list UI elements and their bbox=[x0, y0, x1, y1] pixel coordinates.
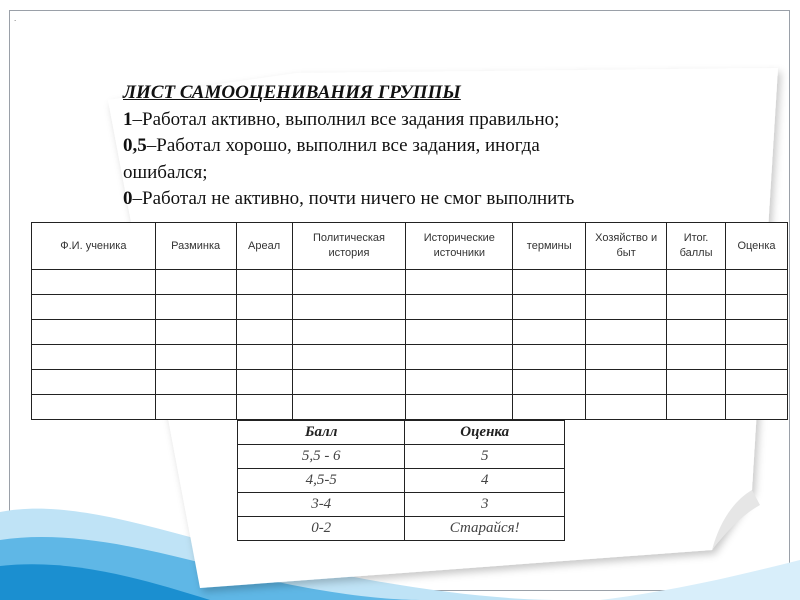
criterion-2-continued bbox=[123, 160, 683, 187]
grade-cell: 4 bbox=[405, 469, 565, 493]
empty-cell bbox=[406, 320, 513, 345]
empty-cell bbox=[406, 370, 513, 395]
empty-cell bbox=[292, 395, 406, 420]
empty-cell bbox=[32, 320, 156, 345]
empty-cell bbox=[236, 270, 292, 295]
empty-cell bbox=[667, 395, 726, 420]
points-cell: 4,5-5 bbox=[238, 469, 405, 493]
criterion-text: –Работал активно, выполнил все задания правильно; bbox=[132, 108, 560, 130]
empty-cell bbox=[236, 395, 292, 420]
table-row bbox=[32, 270, 788, 295]
empty-cell bbox=[32, 270, 156, 295]
grade-scale-header-row bbox=[238, 421, 565, 445]
table-row bbox=[238, 445, 565, 469]
points-cell: 5,5 - 6 bbox=[238, 445, 405, 469]
empty-cell bbox=[513, 370, 586, 395]
empty-cell bbox=[32, 295, 156, 320]
empty-cell bbox=[586, 345, 667, 370]
empty-cell bbox=[155, 320, 236, 345]
col-header-political-history: Политическая история bbox=[292, 223, 406, 270]
empty-cell bbox=[155, 270, 236, 295]
empty-cell bbox=[32, 345, 156, 370]
empty-cell bbox=[32, 370, 156, 395]
col-header-student-name: Ф.И. ученика bbox=[32, 223, 156, 270]
criterion-score: 0 bbox=[123, 188, 133, 209]
empty-cell bbox=[155, 345, 236, 370]
empty-cell bbox=[236, 295, 292, 320]
table-row bbox=[238, 493, 565, 517]
empty-cell bbox=[292, 295, 406, 320]
table-row bbox=[238, 469, 565, 493]
empty-cell bbox=[155, 395, 236, 420]
empty-cell bbox=[513, 270, 586, 295]
empty-cell bbox=[236, 370, 292, 395]
empty-cell bbox=[406, 270, 513, 295]
empty-cell bbox=[667, 270, 726, 295]
criterion-text: ошибался; bbox=[123, 161, 208, 183]
empty-cell bbox=[292, 320, 406, 345]
grade-cell: Старайся! bbox=[405, 517, 565, 541]
corner-mark: . bbox=[14, 14, 17, 23]
col-header-terms: термины bbox=[513, 223, 586, 270]
criterion-score: 1 bbox=[123, 108, 133, 130]
empty-cell bbox=[726, 270, 788, 295]
self-assessment-table bbox=[31, 222, 788, 420]
empty-cell bbox=[513, 345, 586, 370]
col-header-grade: Оценка bbox=[405, 421, 565, 445]
sheet-title: ЛИСТ САМООЦЕНИВАНИЯ ГРУППЫ bbox=[123, 82, 461, 103]
empty-cell bbox=[155, 370, 236, 395]
empty-cell bbox=[726, 345, 788, 370]
table-header-row bbox=[32, 223, 788, 270]
empty-cell bbox=[292, 270, 406, 295]
grade-scale-table bbox=[237, 420, 565, 541]
empty-cell bbox=[726, 295, 788, 320]
grade-cell: 5 bbox=[405, 445, 565, 469]
empty-cell bbox=[236, 320, 292, 345]
empty-cell bbox=[667, 320, 726, 345]
grade-cell: 3 bbox=[405, 493, 565, 517]
col-header-economy-life: Хозяйство и быт bbox=[586, 223, 667, 270]
criterion-text: –Работал не активно, почти ничего не смог выполнить bbox=[132, 188, 575, 209]
criterion-2 bbox=[123, 133, 683, 160]
empty-cell bbox=[406, 395, 513, 420]
title-block bbox=[123, 80, 683, 239]
empty-cell bbox=[586, 395, 667, 420]
empty-cell bbox=[726, 320, 788, 345]
empty-cell bbox=[586, 295, 667, 320]
empty-cell bbox=[586, 270, 667, 295]
col-header-historical-sources: Исторические источники bbox=[406, 223, 513, 270]
empty-cell bbox=[586, 370, 667, 395]
col-header-points: Балл bbox=[238, 421, 405, 445]
table-row bbox=[32, 320, 788, 345]
empty-cell bbox=[513, 295, 586, 320]
empty-cell bbox=[32, 395, 156, 420]
table-row bbox=[238, 517, 565, 541]
empty-cell bbox=[667, 295, 726, 320]
criterion-3 bbox=[123, 186, 683, 213]
empty-cell bbox=[406, 345, 513, 370]
empty-cell bbox=[236, 345, 292, 370]
table-row bbox=[32, 370, 788, 395]
points-cell: 3-4 bbox=[238, 493, 405, 517]
col-header-area: Ареал bbox=[236, 223, 292, 270]
empty-cell bbox=[726, 370, 788, 395]
empty-cell bbox=[513, 320, 586, 345]
empty-cell bbox=[667, 370, 726, 395]
empty-cell bbox=[586, 320, 667, 345]
col-header-warmup: Разминка bbox=[155, 223, 236, 270]
criterion-1 bbox=[123, 107, 683, 134]
empty-cell bbox=[155, 295, 236, 320]
col-header-total-points: Итог. баллы bbox=[667, 223, 726, 270]
empty-cell bbox=[667, 345, 726, 370]
empty-cell bbox=[292, 370, 406, 395]
points-cell: 0-2 bbox=[238, 517, 405, 541]
empty-cell bbox=[726, 395, 788, 420]
table-row bbox=[32, 295, 788, 320]
empty-cell bbox=[292, 345, 406, 370]
empty-cell bbox=[406, 295, 513, 320]
col-header-grade: Оценка bbox=[726, 223, 788, 270]
criterion-score: 0,5 bbox=[123, 135, 147, 156]
table-row bbox=[32, 395, 788, 420]
table-row bbox=[32, 345, 788, 370]
criterion-text: –Работал хорошо, выполнил все задания, иногда bbox=[146, 135, 540, 156]
empty-cell bbox=[513, 395, 586, 420]
